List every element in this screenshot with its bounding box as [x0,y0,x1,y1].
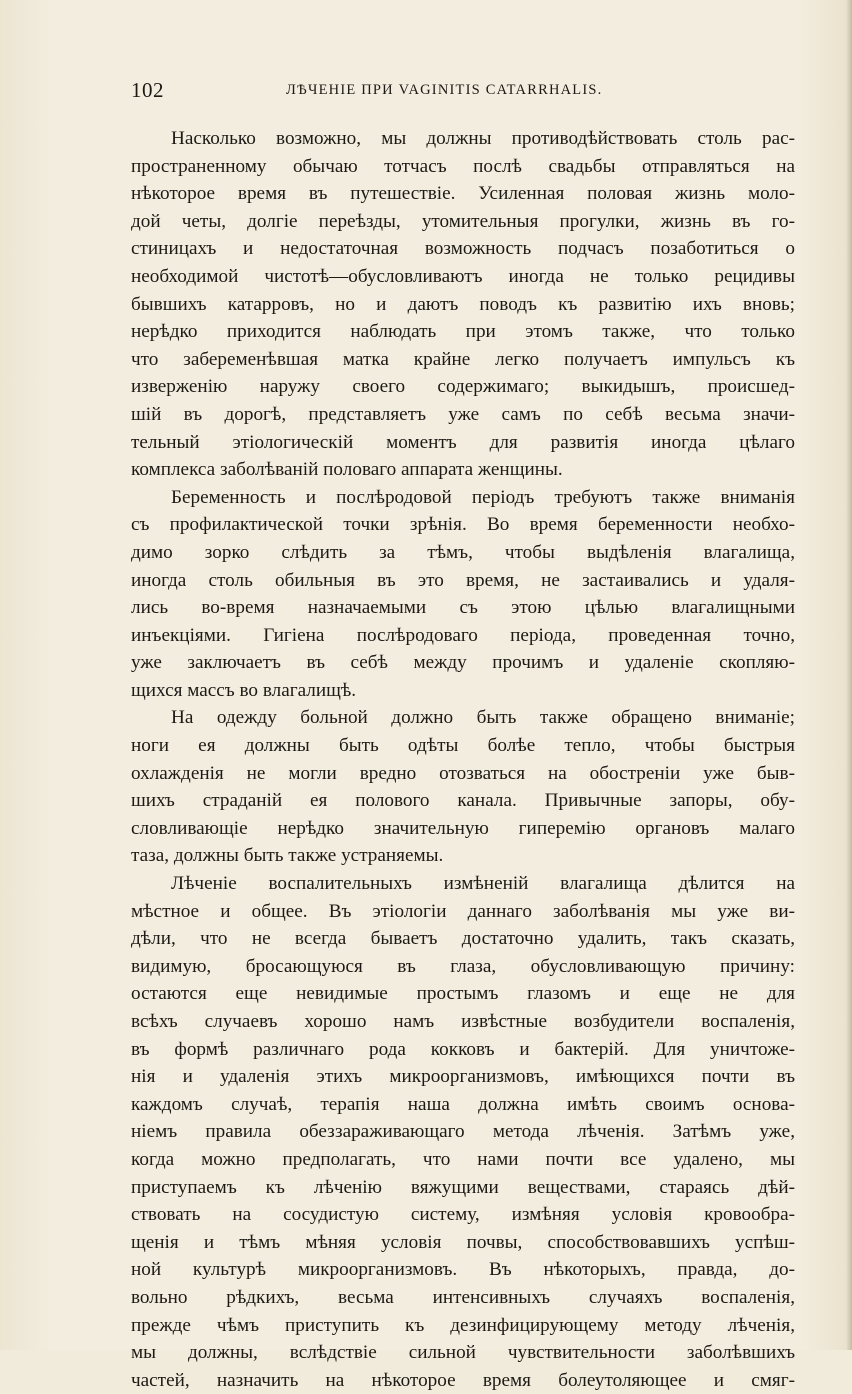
text-line: уже заключаетъ въ себѣ между прочимъ и удаленіе скопляю- [131,652,795,674]
text-line: лись во-время назначаемыми съ этою цѣлью влагалищными [131,597,795,619]
text-line: тельный этіологическій моментъ для развитія иногда цѣлаго [131,431,795,453]
text-line: нерѣдко приходится наблюдать при этомъ также, что только [131,321,795,343]
text-line: охлажденія не могли вредно отозваться на обостреніи уже быв- [131,762,795,784]
text-line: всѣхъ случаевъ хорошо намъ извѣстные возбудители воспаленія, [131,1011,795,1032]
page-header [131,78,795,106]
text-line: каждомъ случаѣ, терапія наша должна имѣть своимъ основа- [131,1093,795,1115]
text-line: комплекса заболѣваній половаго аппарата женщины. [131,459,563,481]
text-line: ноги ея должны быть одѣты болѣе тепло, чтобы быстрыя [131,735,795,757]
text-line: нѣкоторое время въ путешествіе. Усиленная половая жизнь моло- [131,183,795,205]
text-line: ніемъ правила обеззараживающаго метода лѣченія. Затѣмъ уже, [131,1121,795,1143]
text-line: прежде чѣмъ приступить къ дезинфицирующему методу лѣченія, [131,1314,795,1336]
text-line: Лѣченіе воспалительныхъ измѣненій влагалища дѣлится на [171,873,795,895]
text-line: инъекціями. Гигіена послѣродоваго періода, проведенная точно, [131,624,795,646]
text-line: въ формѣ различнаго рода кокковъ и бактерій. Для уничтоже- [131,1038,795,1060]
text-line: ной культурѣ микроорганизмовъ. Въ нѣкоторыхъ, правда, до- [131,1259,795,1281]
text-line: На одежду больной должно быть также обращено вниманіе; [171,707,795,729]
body-text [131,125,795,1394]
text-line: щихся массъ во влагалищѣ. [131,679,357,701]
text-line: иногда столь обильныя въ это время, не застаивались и удаля- [131,569,795,591]
text-line: изверженію наружу своего содержимаго; выкидышъ, происшед- [131,376,795,398]
text-line: димо зорко слѣдить за тѣмъ, чтобы выдѣленія влагалища, [131,541,795,563]
text-line: словливающіе нерѣдко значительную гиперемію органовъ малаго [131,817,795,839]
text-line: Насколько возможно, мы должны противодѣйствовать столь рас- [171,128,795,149]
text-line: ствовать на сосудистую систему, измѣняя условія кровообра- [131,1204,795,1226]
text-line: бывшихъ катарровъ, но и даютъ поводъ къ развитію ихъ вновь; [131,293,795,315]
text-line: шихъ страданій ея полового канала. Привычные запоры, обу- [131,790,795,812]
text-line: щенія и тѣмъ мѣняя условія почвы, способствовавшихъ успѣш- [131,1231,795,1253]
text-line: шій въ дорогѣ, представляетъ уже самъ по себѣ весьма значи- [131,403,795,425]
text-line: мѣстное и общее. Въ этіологіи даннаго заболѣванія мы уже ви- [131,900,795,922]
text-line: приступаемъ къ лѣченію вяжущими веществами, стараясь дѣй- [131,1176,795,1198]
text-line: дой четы, долгіе переѣзды, утомительныя прогулки, жизнь въ го- [131,210,795,232]
text-line: стиницахъ и недостаточная возможность подчасъ позаботиться о [131,238,795,260]
text-line: съ профилактической точки зрѣнія. Во время беременности необхо- [131,514,795,536]
text-line: мы должны, вслѣдствіе сильной чувствительности заболѣвшихъ [131,1342,795,1364]
text-line: пространенному обычаю тотчасъ послѣ свадьбы отправляться на [131,155,795,177]
page-edge-shadow [846,0,852,1350]
text-line: дѣли, что не всегда бываетъ достаточно удалить, такъ сказать, [131,928,795,950]
text-line: остаются еще невидимые простымъ глазомъ и еще не для [131,983,795,1005]
text-line: таза, должны быть также устраняемы. [131,845,444,867]
text-line: вольно рѣдкихъ, весьма интенсивныхъ случаяхъ воспаленія, [131,1286,795,1308]
text-line: частей, назначить на нѣкоторое время болеутоляющее и смяг- [131,1369,795,1391]
running-title: ЛѢЧЕНІЕ ПРИ VAGINITIS CATARRHALIS. [286,82,603,98]
text-line: необходимой чистотѣ—обусловливаютъ иногда не только рецидивы [131,265,795,287]
text-line: нія и удаленія этихъ микроорганизмовъ, имѣющихся почти въ [131,1066,795,1088]
text-line: Беременность и послѣродовой періодъ требуютъ также вниманія [171,486,795,508]
text-line: видимую, бросающуюся въ глаза, обусловливающую причину: [131,955,795,977]
text-line: когда можно предполагать, что нами почти все удалено, мы [131,1148,795,1170]
page-number: 102 [131,78,164,102]
text-line: что забеременѣвшая матка крайне легко получаетъ импульсъ къ [131,348,795,370]
